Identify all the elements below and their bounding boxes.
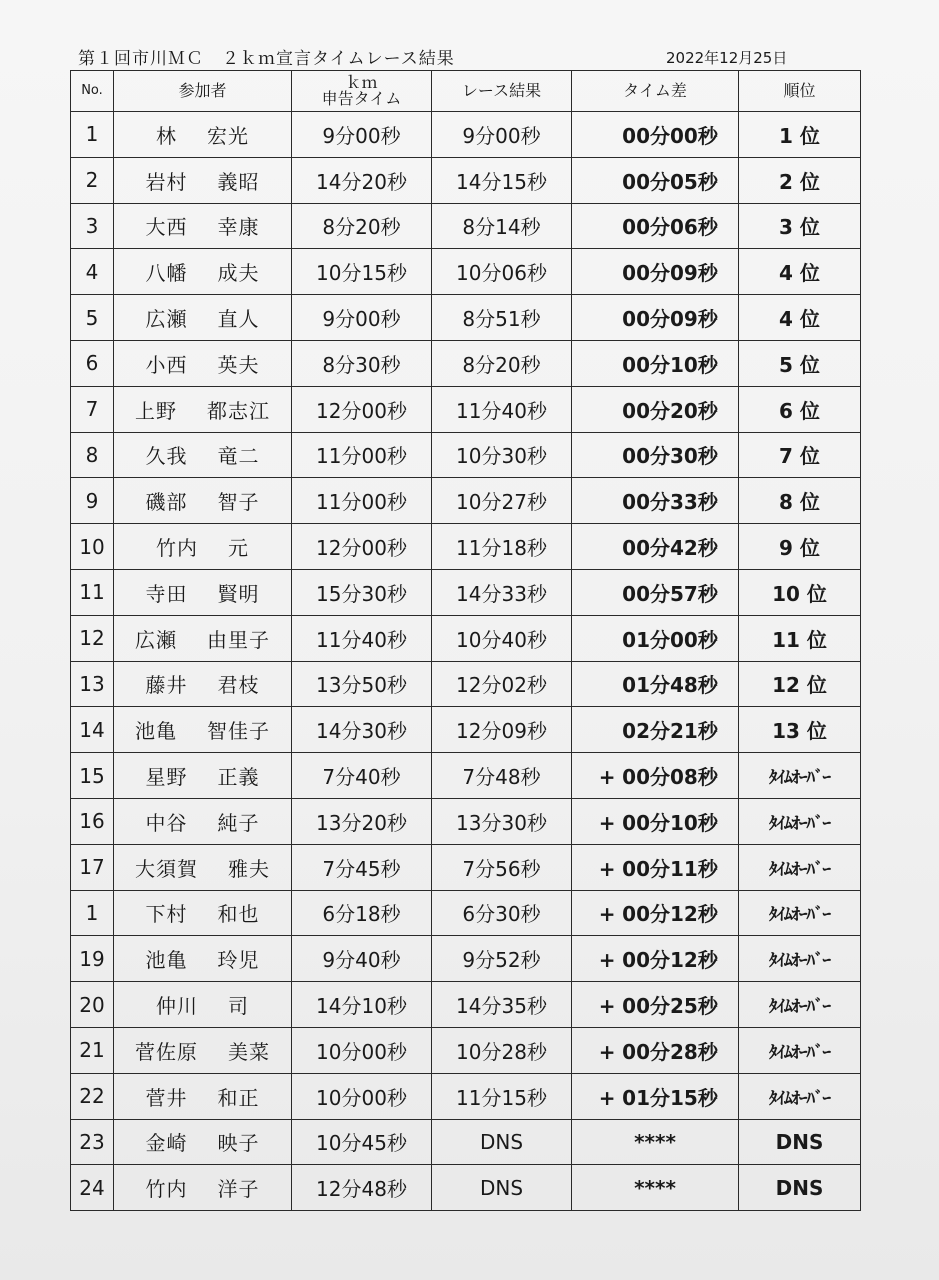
results-body — [71, 112, 861, 1211]
col-header-result: レース結果 — [432, 71, 572, 112]
time-difference — [572, 844, 739, 890]
time-difference — [572, 1119, 739, 1165]
participant-name — [114, 707, 292, 753]
race-result: 6分30秒 — [432, 890, 572, 936]
time-difference — [572, 203, 739, 249]
time-difference — [572, 249, 739, 295]
table-row — [71, 844, 861, 890]
declared-time: 8分30秒 — [292, 340, 432, 386]
rank: ﾀｲﾑｵｰﾊﾞｰ — [739, 1073, 861, 1119]
table-row — [71, 340, 861, 386]
col-header-no: No. — [71, 71, 114, 112]
participant-name — [114, 844, 292, 890]
declared-time: 13分20秒 — [292, 798, 432, 844]
rank: 3 位 — [739, 203, 861, 249]
rank: 12 位 — [739, 661, 861, 707]
participant-last-name: 金崎 — [145, 1131, 188, 1156]
table-row — [71, 1119, 861, 1165]
participant-last-name: 広瀬 — [145, 307, 188, 332]
participant-last-name: 小西 — [145, 352, 188, 377]
sheet-date: 2022年12月25日 — [666, 49, 788, 67]
row-no: 19 — [71, 936, 114, 982]
row-no: 16 — [71, 798, 114, 844]
rank: ﾀｲﾑｵｰﾊﾞｰ — [739, 936, 861, 982]
time-difference — [572, 661, 739, 707]
rank: 4 位 — [739, 249, 861, 295]
race-result: 13分30秒 — [432, 798, 572, 844]
time-difference — [572, 890, 739, 936]
row-no: 9 — [71, 478, 114, 524]
rank: ﾀｲﾑｵｰﾊﾞｰ — [739, 982, 861, 1028]
table-row — [71, 157, 861, 203]
time-difference-value: 00分00秒 — [622, 123, 718, 148]
time-difference-value: 00分25秒 — [622, 994, 718, 1019]
over-sign: + — [598, 948, 616, 973]
participant-last-name: 大須賀 — [135, 856, 198, 881]
time-difference-value: 00分28秒 — [622, 1039, 718, 1064]
row-no: 1 — [71, 112, 114, 158]
row-no: 11 — [71, 569, 114, 615]
time-difference — [572, 569, 739, 615]
participant-last-name: 菅佐原 — [135, 1039, 198, 1064]
table-row — [71, 890, 861, 936]
over-sign: + — [598, 856, 616, 881]
declared-time: 12分00秒 — [292, 386, 432, 432]
table-row — [71, 661, 861, 707]
rank: 5 位 — [739, 340, 861, 386]
declared-time: 10分00秒 — [292, 1073, 432, 1119]
time-difference-value: 00分12秒 — [622, 948, 718, 973]
participant-first-name: 和也 — [217, 902, 260, 927]
declared-time: 15分30秒 — [292, 569, 432, 615]
declared-time: 9分40秒 — [292, 936, 432, 982]
time-difference — [572, 1027, 739, 1073]
time-difference — [572, 112, 739, 158]
participant-last-name: 上野 — [135, 398, 177, 423]
race-result: 10分28秒 — [432, 1027, 572, 1073]
declared-time: 11分40秒 — [292, 615, 432, 661]
declared-time: 6分18秒 — [292, 890, 432, 936]
participant-name — [114, 936, 292, 982]
declared-time: 9分00秒 — [292, 112, 432, 158]
participant-name — [114, 1027, 292, 1073]
time-difference-value: **** — [634, 1175, 676, 1200]
participant-last-name: 竹内 — [145, 1177, 188, 1202]
participant-first-name: 都志江 — [207, 398, 270, 423]
over-sign: + — [598, 1039, 616, 1064]
time-difference-value: 01分48秒 — [622, 673, 718, 698]
table-row — [71, 615, 861, 661]
participant-first-name: 智佳子 — [207, 719, 270, 744]
table-row — [71, 432, 861, 478]
participant-name — [114, 112, 292, 158]
declared-time: 14分10秒 — [292, 982, 432, 1028]
race-result: 8分14秒 — [432, 203, 572, 249]
race-result: 7分48秒 — [432, 753, 572, 799]
time-difference — [572, 982, 739, 1028]
rank: 6 位 — [739, 386, 861, 432]
participant-first-name: 和正 — [217, 1085, 260, 1110]
participant-first-name: 司 — [228, 994, 249, 1019]
participant-first-name: 竜二 — [217, 444, 260, 469]
participant-last-name: 林 — [156, 123, 177, 148]
time-difference — [572, 386, 739, 432]
table-row — [71, 982, 861, 1028]
participant-first-name: 洋子 — [217, 1177, 260, 1202]
table-row — [71, 478, 861, 524]
header-row — [71, 71, 861, 112]
time-difference-value: 00分57秒 — [622, 581, 718, 606]
time-difference-value: 02分21秒 — [622, 719, 718, 744]
participant-first-name: 雅夫 — [228, 856, 270, 881]
rank: 4 位 — [739, 295, 861, 341]
time-difference-value: 00分42秒 — [622, 536, 718, 561]
rank: ﾀｲﾑｵｰﾊﾞｰ — [739, 890, 861, 936]
participant-first-name: 幸康 — [217, 215, 260, 240]
participant-last-name: 大西 — [145, 215, 188, 240]
col-header-declared — [292, 71, 432, 112]
time-difference-value: 00分06秒 — [622, 215, 718, 240]
table-row — [71, 569, 861, 615]
table-row — [71, 112, 861, 158]
participant-first-name: 英夫 — [217, 352, 260, 377]
participant-first-name: 成夫 — [217, 261, 260, 286]
race-result: 10分30秒 — [432, 432, 572, 478]
time-difference-value: 00分33秒 — [622, 490, 718, 515]
declared-time: 7分40秒 — [292, 753, 432, 799]
col-header-diff: タイム差 — [572, 71, 739, 112]
race-result: 12分09秒 — [432, 707, 572, 753]
rank: 11 位 — [739, 615, 861, 661]
time-difference-value: 00分30秒 — [622, 444, 718, 469]
declared-time: 9分00秒 — [292, 295, 432, 341]
time-difference — [572, 1165, 739, 1211]
time-difference — [572, 524, 739, 570]
table-row — [71, 936, 861, 982]
participant-name — [114, 569, 292, 615]
time-difference-value: 01分00秒 — [622, 627, 718, 652]
row-no: 12 — [71, 615, 114, 661]
over-sign: + — [598, 994, 616, 1019]
participant-last-name: 久我 — [145, 444, 188, 469]
rank: ﾀｲﾑｵｰﾊﾞｰ — [739, 1027, 861, 1073]
over-sign: + — [598, 765, 616, 790]
participant-name — [114, 478, 292, 524]
race-result: 9分00秒 — [432, 112, 572, 158]
participant-name — [114, 249, 292, 295]
rank: ﾀｲﾑｵｰﾊﾞｰ — [739, 753, 861, 799]
participant-first-name: 美菜 — [228, 1039, 270, 1064]
participant-name — [114, 798, 292, 844]
table-row — [71, 1073, 861, 1119]
table-row — [71, 707, 861, 753]
time-difference — [572, 157, 739, 203]
rank: 13 位 — [739, 707, 861, 753]
table-row — [71, 753, 861, 799]
participant-last-name: 池亀 — [145, 948, 188, 973]
rank: ﾀｲﾑｵｰﾊﾞｰ — [739, 844, 861, 890]
time-difference-value: 00分10秒 — [622, 810, 718, 835]
row-no: 7 — [71, 386, 114, 432]
rank: 10 位 — [739, 569, 861, 615]
rank: 7 位 — [739, 432, 861, 478]
time-difference-value: 00分09秒 — [622, 261, 718, 286]
participant-first-name: 映子 — [217, 1131, 260, 1156]
declared-time: 12分48秒 — [292, 1165, 432, 1211]
race-result: 7分56秒 — [432, 844, 572, 890]
race-result: 8分20秒 — [432, 340, 572, 386]
race-result: 12分02秒 — [432, 661, 572, 707]
participant-first-name: 宏光 — [207, 123, 249, 148]
time-difference-value: 00分20秒 — [622, 398, 718, 423]
participant-last-name: 岩村 — [145, 169, 188, 194]
participant-name — [114, 615, 292, 661]
participant-name — [114, 295, 292, 341]
time-difference — [572, 753, 739, 799]
participant-first-name: 君枝 — [217, 673, 260, 698]
participant-last-name: 池亀 — [135, 719, 177, 744]
declared-time: 12分00秒 — [292, 524, 432, 570]
declared-time: 10分15秒 — [292, 249, 432, 295]
participant-first-name: 正義 — [217, 765, 260, 790]
sheet-title: 第１回市川ＭＣ ２ｋｍ宣言タイムレース結果 — [78, 49, 455, 69]
time-difference-value: 00分12秒 — [622, 902, 718, 927]
table-row — [71, 386, 861, 432]
time-difference — [572, 1073, 739, 1119]
time-difference-value: 00分05秒 — [622, 169, 718, 194]
participant-last-name: 磯部 — [145, 490, 188, 515]
participant-last-name: 仲川 — [156, 994, 198, 1019]
participant-name — [114, 661, 292, 707]
race-result: 14分33秒 — [432, 569, 572, 615]
results-table — [70, 70, 861, 1211]
over-sign: + — [598, 902, 616, 927]
participant-name — [114, 203, 292, 249]
time-difference-value: 00分11秒 — [622, 856, 718, 881]
participant-last-name: 中谷 — [145, 810, 188, 835]
race-result: 8分51秒 — [432, 295, 572, 341]
participant-first-name: 純子 — [217, 810, 260, 835]
race-result: 11分15秒 — [432, 1073, 572, 1119]
participant-name — [114, 340, 292, 386]
participant-first-name: 直人 — [217, 307, 260, 332]
participant-first-name: 由里子 — [207, 627, 270, 652]
declared-time: 14分30秒 — [292, 707, 432, 753]
table-row — [71, 798, 861, 844]
rank: 8 位 — [739, 478, 861, 524]
rank: 9 位 — [739, 524, 861, 570]
race-result: 14分15秒 — [432, 157, 572, 203]
col-header-declared-label: 申告タイム — [321, 89, 402, 108]
participant-name — [114, 753, 292, 799]
participant-last-name: 下村 — [145, 902, 188, 927]
race-result: 11分40秒 — [432, 386, 572, 432]
row-no: 15 — [71, 753, 114, 799]
participant-last-name: 竹内 — [156, 536, 198, 561]
participant-last-name: 藤井 — [145, 673, 188, 698]
row-no: 8 — [71, 432, 114, 478]
participant-first-name: 義昭 — [217, 169, 260, 194]
participant-last-name: 八幡 — [145, 261, 188, 286]
col-header-rank: 順位 — [739, 71, 861, 112]
time-difference-value: **** — [634, 1129, 676, 1154]
col-header-participant: 参加者 — [114, 71, 292, 112]
table-row — [71, 295, 861, 341]
participant-last-name: 菅井 — [145, 1085, 188, 1110]
race-result: 14分35秒 — [432, 982, 572, 1028]
time-difference-value: 01分15秒 — [622, 1085, 718, 1110]
row-no: 24 — [71, 1165, 114, 1211]
participant-first-name: 元 — [228, 536, 249, 561]
rank: 2 位 — [739, 157, 861, 203]
participant-name — [114, 982, 292, 1028]
row-no: 13 — [71, 661, 114, 707]
participant-name — [114, 524, 292, 570]
time-difference-value: 00分09秒 — [622, 307, 718, 332]
participant-name — [114, 1073, 292, 1119]
row-no: 14 — [71, 707, 114, 753]
over-sign: + — [598, 1085, 616, 1110]
declared-time: 8分20秒 — [292, 203, 432, 249]
time-difference — [572, 798, 739, 844]
participant-last-name: 星野 — [145, 765, 188, 790]
row-no: 6 — [71, 340, 114, 386]
participant-name — [114, 386, 292, 432]
declared-time: 10分45秒 — [292, 1119, 432, 1165]
participant-name — [114, 890, 292, 936]
race-result: 10分06秒 — [432, 249, 572, 295]
declared-time: 14分20秒 — [292, 157, 432, 203]
time-difference — [572, 478, 739, 524]
participant-last-name: 広瀬 — [135, 627, 177, 652]
col-header-declared-unit: ｋｍ — [345, 73, 378, 92]
time-difference — [572, 615, 739, 661]
race-result: DNS — [432, 1165, 572, 1211]
declared-time: 13分50秒 — [292, 661, 432, 707]
table-row — [71, 249, 861, 295]
row-no: 23 — [71, 1119, 114, 1165]
rank: 1 位 — [739, 112, 861, 158]
over-sign: + — [598, 810, 616, 835]
participant-name — [114, 157, 292, 203]
declared-time: 7分45秒 — [292, 844, 432, 890]
race-result: 10分27秒 — [432, 478, 572, 524]
time-difference — [572, 936, 739, 982]
participant-first-name: 賢明 — [217, 581, 260, 606]
row-no: 3 — [71, 203, 114, 249]
row-no: 10 — [71, 524, 114, 570]
time-difference-value: 00分08秒 — [622, 765, 718, 790]
declared-time: 11分00秒 — [292, 478, 432, 524]
row-no: 20 — [71, 982, 114, 1028]
participant-name — [114, 432, 292, 478]
participant-first-name: 玲児 — [217, 948, 260, 973]
time-difference — [572, 340, 739, 386]
participant-last-name: 寺田 — [145, 581, 188, 606]
race-result: DNS — [432, 1119, 572, 1165]
row-no: 1 — [71, 890, 114, 936]
race-result: 10分40秒 — [432, 615, 572, 661]
race-result: 11分18秒 — [432, 524, 572, 570]
declared-time: 11分00秒 — [292, 432, 432, 478]
row-no: 5 — [71, 295, 114, 341]
table-row — [71, 1027, 861, 1073]
time-difference — [572, 295, 739, 341]
participant-name — [114, 1119, 292, 1165]
rank: DNS — [739, 1119, 861, 1165]
table-row — [71, 524, 861, 570]
participant-name — [114, 1165, 292, 1211]
table-row — [71, 1165, 861, 1211]
row-no: 4 — [71, 249, 114, 295]
time-difference — [572, 707, 739, 753]
declared-time: 10分00秒 — [292, 1027, 432, 1073]
time-difference-value: 00分10秒 — [622, 352, 718, 377]
table-row — [71, 203, 861, 249]
rank: ﾀｲﾑｵｰﾊﾞｰ — [739, 798, 861, 844]
row-no: 2 — [71, 157, 114, 203]
row-no: 17 — [71, 844, 114, 890]
row-no: 21 — [71, 1027, 114, 1073]
row-no: 22 — [71, 1073, 114, 1119]
time-difference — [572, 432, 739, 478]
rank: DNS — [739, 1165, 861, 1211]
race-result: 9分52秒 — [432, 936, 572, 982]
participant-first-name: 智子 — [217, 490, 260, 515]
